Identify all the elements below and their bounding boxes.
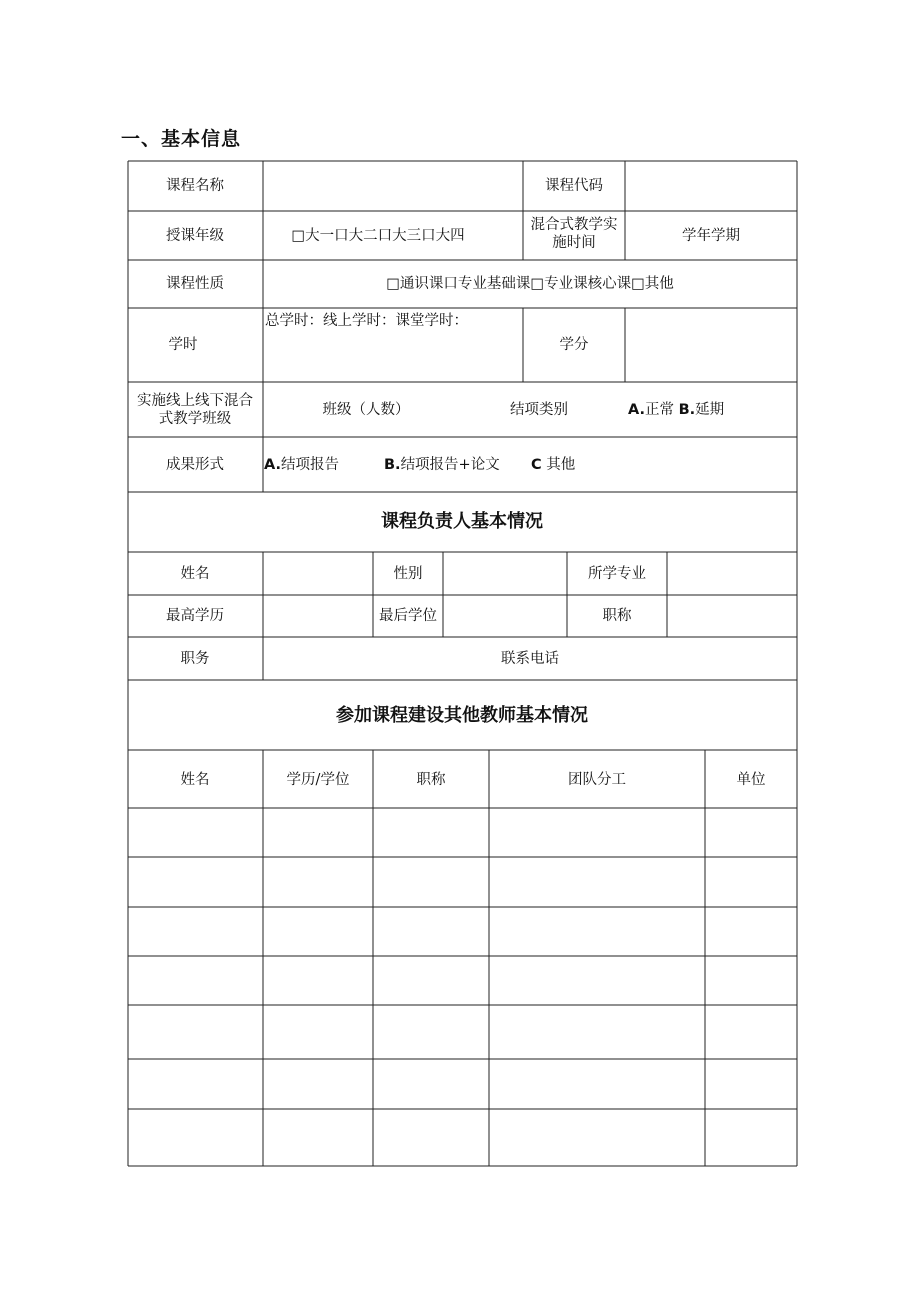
class-label: 实施线上线下混合式教学班级 (137, 392, 253, 427)
project-type-b-text: 延期 (695, 401, 725, 418)
term-text: 学年学期 (682, 227, 740, 244)
leader-degree-label: 最后学位 (379, 607, 437, 624)
section-heading: 一、基本信息 (121, 128, 242, 150)
others-header-education: 学历/学位 (286, 771, 350, 788)
leader-position-label: 职务 (180, 650, 210, 667)
outcome-option-b[interactable] (384, 456, 500, 474)
project-type-a-text: 正常 (645, 401, 674, 418)
course-name-label: 课程名称 (166, 177, 224, 194)
credit-label: 学分 (559, 336, 589, 353)
project-type-b-marker: B. (678, 401, 696, 418)
leader-name-label: 姓名 (180, 565, 210, 582)
nature-label: 课程性质 (166, 275, 224, 292)
others-section-title: 参加课程建设其他教师基本情况 (336, 704, 588, 726)
leader-gender-label: 性别 (393, 565, 423, 582)
others-header-rank: 职称 (416, 771, 446, 788)
class-count: 班级（人数） (322, 401, 410, 418)
nature-options[interactable]: □通识课口专业基础课□专业课核心课□其他 (386, 275, 674, 292)
grade-options[interactable]: □大一口大二口大三口大四 (291, 227, 465, 244)
outcome-a-text: 结项报告 (281, 456, 339, 473)
others-header-role: 团队分工 (568, 771, 626, 788)
project-type-options[interactable] (628, 401, 724, 419)
outcome-c-marker: C (531, 456, 542, 473)
outcome-c-text: 其他 (546, 456, 576, 473)
outcome-b-text: 结项报告+论文 (400, 456, 500, 473)
others-header-name: 姓名 (180, 771, 210, 788)
course-code-label: 课程代码 (545, 177, 603, 194)
leader-rank-label: 职称 (602, 607, 632, 624)
outcome-a-marker: A. (264, 456, 281, 473)
leader-education-label: 最高学历 (166, 607, 224, 624)
grade-label: 授课年级 (166, 227, 224, 244)
leader-phone-label: 联系电话 (501, 650, 559, 667)
project-type-a-marker: A. (628, 401, 645, 418)
outcome-b-marker: B. (384, 456, 401, 473)
others-header-unit: 单位 (736, 771, 766, 788)
leader-major-label: 所学专业 (588, 565, 646, 582)
leader-section-title: 课程负责人基本情况 (381, 510, 543, 532)
hours-label: 学时 (168, 336, 198, 353)
outcome-option-a[interactable] (264, 456, 339, 474)
outcome-option-c[interactable] (531, 456, 575, 474)
impl-time-label: 混合式教学实施时间 (530, 216, 618, 251)
project-type-label: 结项类别 (510, 401, 568, 418)
outcome-label: 成果形式 (166, 456, 224, 473)
hours-detail: 总学时：线上学时：课堂学时： (265, 313, 468, 329)
